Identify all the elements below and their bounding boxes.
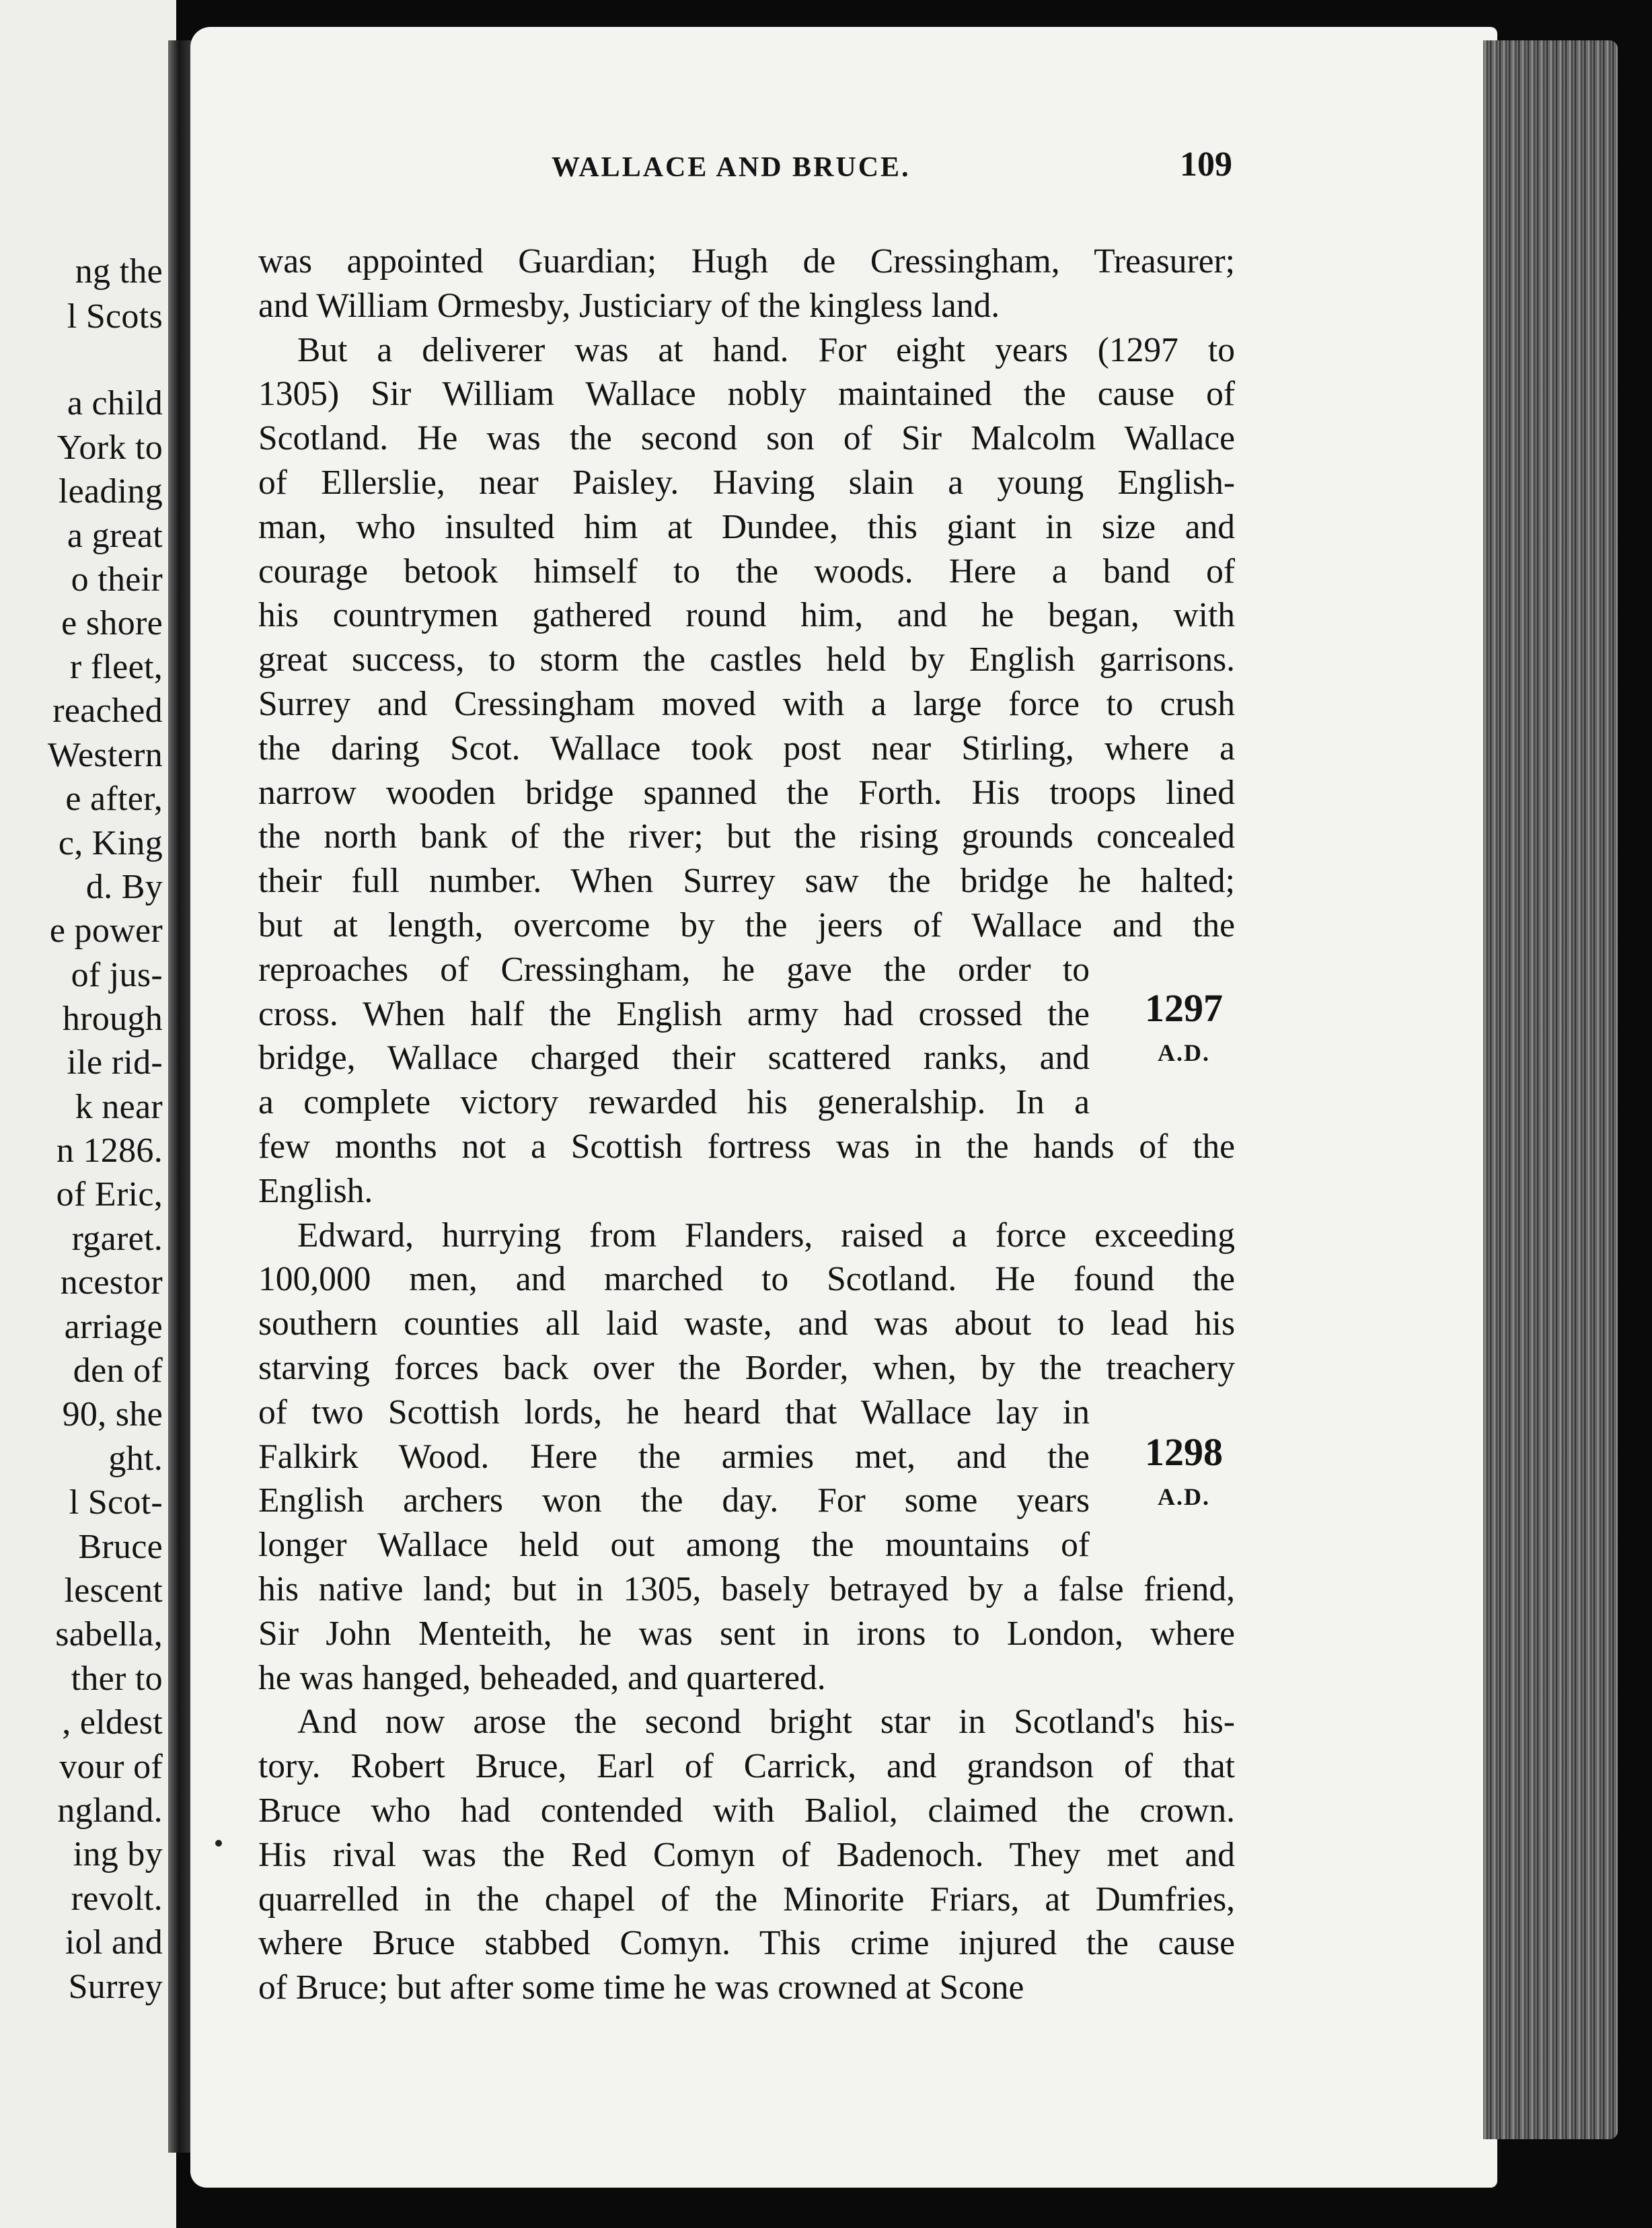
left-page-line: d. By [85,868,163,906]
book-gutter [168,40,192,2153]
margin-date-era: A.D. [1158,1039,1210,1066]
ink-speck [215,1840,222,1847]
left-page-line: reached [52,692,163,730]
text-line: And now arose the second bright star in Scotland's his- [297,1703,1235,1742]
text-line: starving forces back over the Border, when, by the treachery [258,1349,1235,1387]
left-page-line: l Scot- [69,1483,163,1522]
left-page-line: Bruce [78,1528,163,1566]
left-page-line: e shore [61,604,163,642]
margin-date-1298 [1133,1430,1235,1519]
text-line: English. [258,1171,373,1210]
margin-date-year: 1298 [1145,1430,1223,1474]
text-line: reproaches of Cressingham, he gave the order to [258,950,1090,989]
page-edges [1483,40,1618,2139]
page-number: 109 [1180,145,1232,184]
text-line: the daring Scot. Wallace took post near Stirling, where a [258,729,1235,768]
left-page-line: k near [75,1088,163,1126]
text-line: man, who insulted him at Dundee, this giant in size and [258,507,1235,546]
left-page-line: revolt. [71,1880,163,1918]
text-line: cross. When half the English army had crossed the [258,994,1090,1033]
margin-date-year: 1297 [1145,986,1223,1030]
text-line: his native land; but in 1305, basely betrayed by a false friend, [258,1570,1235,1608]
text-line: quarrelled in the chapel of the Minorite Friars, at Dumfries, [258,1880,1235,1919]
left-page-line: c, King [58,824,163,862]
left-page-line: r fleet, [69,648,163,686]
left-page-line: of Eric, [56,1175,163,1214]
left-page-line: ngland. [57,1791,163,1830]
text-line: southern counties all laid waste, and was about to lead his [258,1304,1235,1343]
text-line: was appointed Guardian; Hugh de Cressingham, Treasurer; [258,242,1235,281]
left-page-line: sabella, [55,1615,163,1654]
text-line: Surrey and Cressingham moved with a large force to crush [258,685,1235,723]
running-title: WALLACE AND BRUCE. [552,152,911,183]
text-line: few months not a Scottish fortress was in the hands of the [258,1127,1235,1166]
text-line: 1305) Sir William Wallace nobly maintained the cause of [258,375,1235,414]
left-page-line: a child [67,384,163,422]
text-line: great success, to storm the castles held by English garrisons. [258,640,1235,679]
text-line: the north bank of the river; but the rising grounds concealed [258,817,1235,856]
text-line: narrow wooden bridge spanned the Forth. His troops lined [258,773,1235,812]
text-line: where Bruce stabbed Comyn. This crime injured the cause [258,1924,1235,1963]
left-page-line: l Scots [67,297,163,336]
left-page-line: ing by [73,1835,163,1873]
left-page-line: Surrey [68,1968,163,2006]
text-line: Falkirk Wood. Here the armies met, and the [258,1437,1090,1476]
left-page-line: hrough [62,1000,163,1038]
text-line: But a deliverer was at hand. For eight years (1297 to [297,330,1235,369]
left-page-line: ther to [71,1660,163,1698]
margin-date-1297 [1133,986,1235,1075]
text-line: Bruce who had contended with Baliol, claimed the crown. [258,1791,1235,1830]
left-page-line: ile rid- [67,1043,163,1082]
text-line: his countrymen gathered round him, and he began, with [258,596,1235,635]
left-page-line: Western [47,736,163,774]
text-line: tory. Robert Bruce, Earl of Carrick, and grandson of that [258,1747,1235,1786]
text-line: he was hanged, beheaded, and quartered. [258,1658,826,1697]
text-line: of Bruce; but after some time he was crowned at Scone [258,1968,1024,2007]
left-page-line: ncestor [60,1263,163,1302]
text-line: Edward, hurrying from Flanders, raised a force exceeding [297,1216,1235,1255]
left-page-line: n 1286. [56,1131,163,1170]
left-page-line: leading [58,472,163,511]
left-page-line: ght. [108,1440,163,1478]
left-page-line: a great [67,517,163,555]
text-line: a complete victory rewarded his generalship. In a [258,1083,1090,1122]
left-page-line: rgaret. [71,1220,163,1258]
left-page-line: , eldest [62,1703,163,1742]
left-page-line: e after, [65,780,163,818]
text-line: English archers won the day. For some years [258,1481,1090,1520]
left-page-fragment [0,0,176,2228]
running-head [370,143,1244,190]
left-page-line: ng the [75,252,163,291]
text-line: His rival was the Red Comyn of Badenoch. They met and [258,1835,1235,1874]
left-page-line: iol and [65,1923,163,1962]
margin-date-era: A.D. [1158,1483,1210,1510]
text-line: Scotland. He was the second son of Sir Malcolm Wallace [258,419,1235,458]
left-page-line: e power [49,912,163,950]
text-line: but at length, overcome by the jeers of Wallace and the [258,906,1235,944]
left-page-line: arriage [64,1308,163,1346]
text-line: their full number. When Surrey saw the bridge he halted; [258,862,1235,901]
text-line: of two Scottish lords, he heard that Wallace lay in [258,1392,1090,1432]
left-page-line: of jus- [71,956,163,994]
left-page-line: o their [71,560,163,599]
left-page-line: den of [73,1351,163,1390]
left-page-line: 90, she [62,1395,163,1434]
text-line: Sir John Menteith, he was sent in irons to London, where [258,1614,1235,1653]
text-line: 100,000 men, and marched to Scotland. He found the [258,1260,1235,1299]
text-line: bridge, Wallace charged their scattered ranks, and [258,1039,1090,1078]
text-line: and William Ormesby, Justiciary of the kingless land. [258,286,1000,325]
left-page-line: vour of [59,1748,163,1786]
left-page-line: York to [57,429,163,467]
text-line: of Ellerslie, near Paisley. Having slain a young English- [258,463,1235,502]
text-line: courage betook himself to the woods. Here a band of [258,552,1235,591]
text-line: longer Wallace held out among the mountains of [258,1526,1090,1565]
left-page-line: lescent [64,1571,163,1610]
